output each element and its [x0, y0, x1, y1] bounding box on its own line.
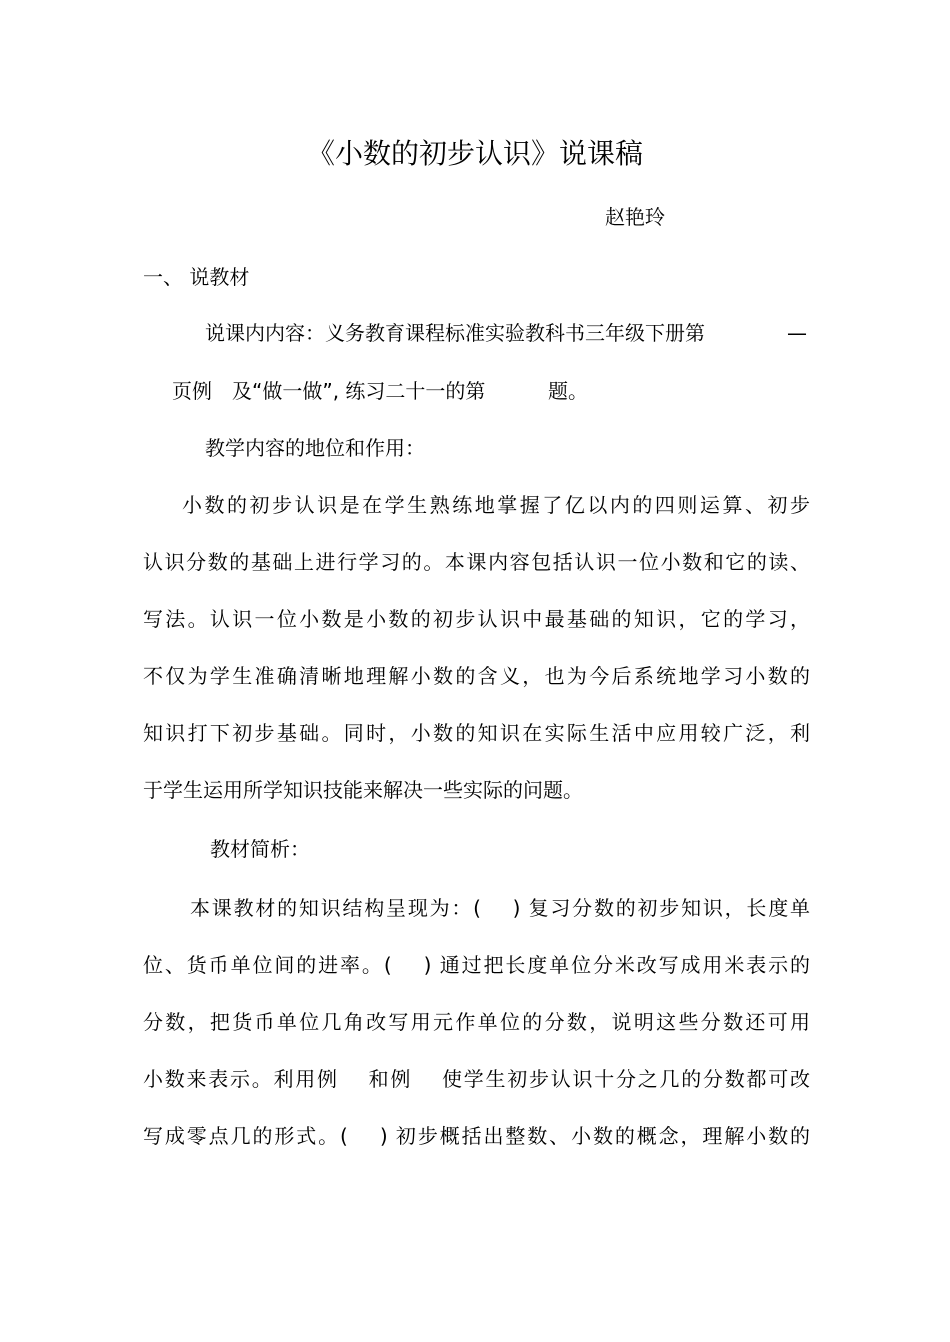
author-name: 赵艳玲 [605, 205, 665, 229]
paragraph-line: 写法。认识一位小数是小数的初步认识中最基础的知识，它的学习， [143, 607, 810, 631]
paragraph-line: 位、货币单位间的进率。( ) 通过把长度单位分米改写成用米表示的 [143, 953, 810, 977]
analysis-heading: 教材简析： [210, 837, 310, 861]
paragraph-line: 不仅为学生准确清晰地理解小数的含义，也为今后系统地学习小数的 [143, 664, 810, 688]
role-heading: 教学内容的地位和作用： [205, 436, 425, 460]
content-dash: — [787, 321, 807, 345]
content-line-2-part-c: 题。 [548, 379, 588, 403]
paragraph-line: 认识分数的基础上进行学习的。本课内容包括认识一位小数和它的读、 [143, 550, 810, 574]
paragraph-line: 知识打下初步基础。同时，小数的知识在实际生活中应用较广泛，利 [143, 721, 810, 745]
document-title: 《小数的初步认识》说课稿 [306, 137, 643, 170]
paragraph-line: 写成零点几的形式。( ) 初步概括出整数、小数的概念，理解小数的 [143, 1124, 810, 1148]
paragraph-line: 分数，把货币单位几角改写用元作单位的分数，说明这些分数还可用 [143, 1010, 810, 1034]
content-line-2-part-b: 及“做一做”, 练习二十一的第 [232, 379, 486, 403]
content-line-2-part-a: 页例 [172, 379, 212, 403]
paragraph-line: 小数的初步认识是在学生熟练地掌握了亿以内的四则运算、初步 [182, 493, 810, 517]
paragraph-line: 小数来表示。利用例 和例 使学生初步认识十分之几的分数都可改 [143, 1067, 810, 1091]
section-heading: 一、 说教材 [143, 265, 250, 289]
content-line-1: 说课内内容：义务教育课程标准实验教科书三年级下册第 [205, 321, 705, 345]
paragraph-line: 于学生运用所学知识技能来解决一些实际的问题。 [143, 778, 583, 802]
paragraph-line: 本课教材的知识结构呈现为：( ) 复习分数的初步知识，长度单 [190, 896, 810, 920]
